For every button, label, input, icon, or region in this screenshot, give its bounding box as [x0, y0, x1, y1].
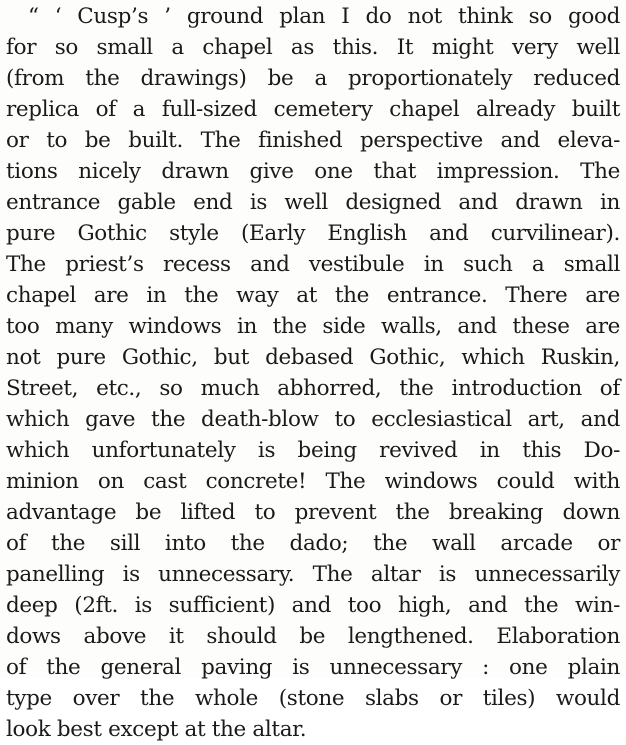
text-line: or to be built. The finished perspective and eleva-	[6, 128, 620, 153]
text-line: The priest’s recess and vestibule in such a small	[6, 252, 620, 277]
text-line: which gave the death-blow to ecclesiastical art, and	[6, 407, 620, 432]
text-line: of the sill into the dado; the wall arcade or	[6, 531, 620, 556]
text-line: entrance gable end is well designed and drawn in	[6, 190, 620, 215]
text-line: too many windows in the side walls, and these are	[6, 314, 620, 339]
text-line: type over the whole (stone slabs or tiles) would	[6, 686, 620, 711]
text-line: “ ‘ Cusp’s ’ ground plan I do not think so good	[28, 4, 620, 29]
text-line: tions nicely drawn give one that impression. The	[6, 159, 620, 184]
text-line: which unfortunately is being revived in this Do-	[6, 438, 620, 463]
text-line: minion on cast concrete! The windows could with	[6, 469, 620, 494]
text-line: for so small a chapel as this. It might very well	[6, 35, 620, 60]
text-line: pure Gothic style (Early English and curvilinear).	[6, 221, 620, 246]
text-line: panelling is unnecessary. The altar is unnecessarily	[6, 562, 620, 587]
text-line: deep (2ft. is sufficient) and too high, and the win-	[6, 593, 620, 618]
text-line: of the general paving is unnecessary : one plain	[6, 655, 620, 680]
text-line: chapel are in the way at the entrance. There are	[6, 283, 620, 308]
text-line: not pure Gothic, but debased Gothic, which Ruskin,	[6, 345, 620, 370]
text-line: (from the drawings) be a proportionately reduced	[6, 66, 620, 91]
text-line: look best except at the altar.	[6, 717, 307, 742]
text-line: Street, etc., so much abhorred, the introduction of	[6, 376, 620, 401]
text-line: dows above it should be lengthened. Elaboration	[6, 624, 620, 649]
text-line: replica of a full-sized cemetery chapel already built	[6, 97, 620, 122]
text-line: advantage be lifted to prevent the breaking down	[6, 500, 620, 525]
body-paragraph	[6, 1, 620, 745]
